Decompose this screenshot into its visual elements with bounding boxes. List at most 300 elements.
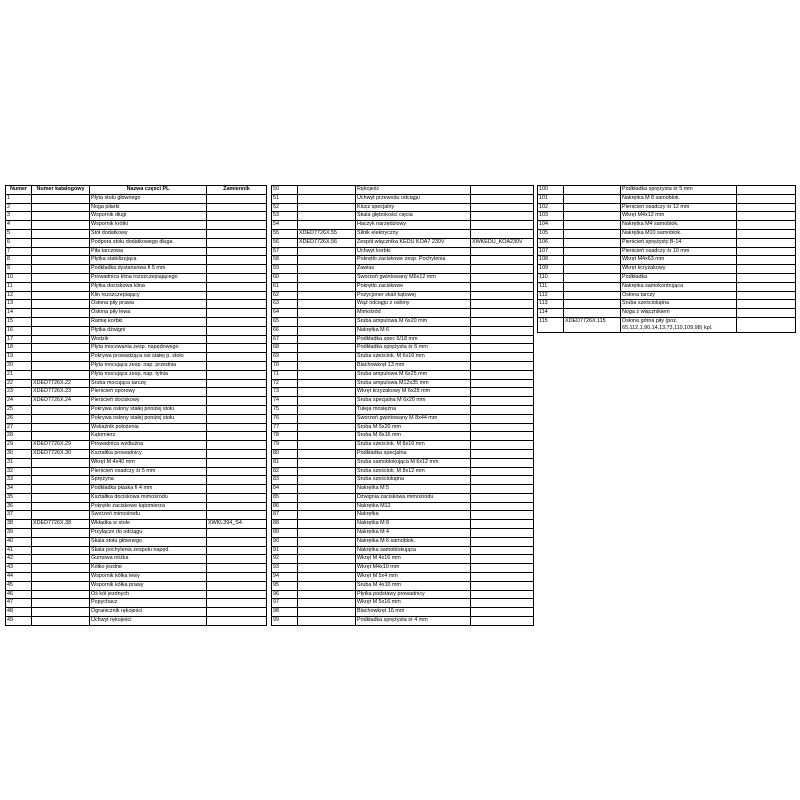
cell-replacement xyxy=(207,265,267,274)
cell-part-name: Osłona tarczy xyxy=(621,291,737,300)
cell-part-name: Płytka dźwigni xyxy=(90,326,207,335)
cell-catalog-number xyxy=(298,405,356,414)
cell-replacement xyxy=(471,388,534,397)
cell-replacement xyxy=(207,590,267,599)
cell-replacement xyxy=(207,449,267,458)
parts-table-left xyxy=(5,185,267,626)
cell-catalog-number xyxy=(298,423,356,432)
table-row xyxy=(6,529,267,538)
cell-replacement xyxy=(207,370,267,379)
cell-catalog-number xyxy=(298,502,356,511)
cell-part-name: Wkręt M4x63 mm xyxy=(621,256,737,265)
cell-replacement xyxy=(471,344,534,353)
cell-number: 34 xyxy=(6,485,32,494)
cell-catalog-number xyxy=(32,221,90,230)
cell-replacement xyxy=(471,414,534,423)
table-row xyxy=(6,511,267,520)
table-row xyxy=(272,511,534,520)
cell-number: 52 xyxy=(272,203,298,212)
table-row xyxy=(6,361,267,370)
cell-catalog-number xyxy=(32,546,90,555)
table-row xyxy=(272,353,534,362)
cell-number: 88 xyxy=(272,520,298,529)
cell-replacement xyxy=(471,555,534,564)
cell-catalog-number xyxy=(564,221,621,230)
cell-number: 82 xyxy=(272,467,298,476)
cell-part-name: Wkręt M 5x4 mm xyxy=(356,573,471,582)
cell-number: 91 xyxy=(272,546,298,555)
cell-number: 55 xyxy=(272,229,298,238)
cell-number: 58 xyxy=(272,256,298,265)
table-row xyxy=(272,493,534,502)
table-row xyxy=(272,414,534,423)
cell-part-name: Kątomierz xyxy=(90,432,207,441)
cell-part-name: Zespół włącznika KEDU KOA7 230V xyxy=(356,238,471,247)
cell-catalog-number xyxy=(298,291,356,300)
cell-number: 14 xyxy=(6,309,32,318)
table-row xyxy=(6,476,267,485)
cell-replacement xyxy=(207,379,267,388)
table-row xyxy=(6,458,267,467)
cell-replacement xyxy=(207,212,267,221)
table-row xyxy=(272,405,534,414)
cell-number: 3 xyxy=(6,212,32,221)
table-row xyxy=(6,520,267,529)
cell-catalog-number xyxy=(32,529,90,538)
table-row xyxy=(272,309,534,318)
cell-number: 15 xyxy=(6,317,32,326)
cell-number: 106 xyxy=(538,238,564,247)
table-row xyxy=(6,485,267,494)
cell-replacement xyxy=(207,247,267,256)
cell-number: 70 xyxy=(272,361,298,370)
cell-number: 24 xyxy=(6,397,32,406)
cell-catalog-number xyxy=(298,194,356,203)
cell-part-name: Nakrętka M10 samoblok. xyxy=(621,229,737,238)
cell-catalog-number xyxy=(564,273,621,282)
table-row xyxy=(6,564,267,573)
cell-catalog-number xyxy=(298,485,356,494)
cell-catalog-number xyxy=(564,247,621,256)
cell-number: 43 xyxy=(6,564,32,573)
cell-number: 20 xyxy=(6,361,32,370)
cell-number: 18 xyxy=(6,344,32,353)
cell-number: 96 xyxy=(272,590,298,599)
table-row xyxy=(6,414,267,423)
table-row xyxy=(272,617,534,626)
cell-replacement xyxy=(207,581,267,590)
cell-part-name: Podkładka sprężysta śr 5 mm xyxy=(621,186,737,195)
cell-number: 90 xyxy=(272,537,298,546)
cell-part-name: Wspornik długi xyxy=(90,212,207,221)
cell-number: 68 xyxy=(272,344,298,353)
cell-catalog-number xyxy=(298,212,356,221)
cell-catalog-number xyxy=(564,265,621,274)
cell-replacement xyxy=(207,432,267,441)
cell-part-name: Pokrętło zaciskowe xyxy=(356,282,471,291)
cell-catalog-number xyxy=(298,361,356,370)
cell-number: 40 xyxy=(6,537,32,546)
cell-number: 29 xyxy=(6,441,32,450)
cell-catalog-number xyxy=(298,511,356,520)
table-row xyxy=(272,388,534,397)
cell-replacement xyxy=(471,186,534,195)
table-row xyxy=(6,344,267,353)
table-row xyxy=(538,229,796,238)
parts-table-middle xyxy=(271,185,534,626)
cell-part-name: Noga z włącznikiem xyxy=(621,309,737,318)
table-body-left xyxy=(6,194,267,625)
cell-catalog-number xyxy=(298,397,356,406)
cell-catalog-number xyxy=(298,590,356,599)
cell-number: 77 xyxy=(272,423,298,432)
cell-replacement xyxy=(471,608,534,617)
cell-catalog-number xyxy=(32,555,90,564)
cell-replacement xyxy=(471,317,534,326)
cell-part-name: Prowadnica wzdłużna xyxy=(90,441,207,450)
cell-catalog-number xyxy=(32,608,90,617)
cell-number: 31 xyxy=(6,458,32,467)
table-row xyxy=(272,608,534,617)
cell-replacement xyxy=(207,282,267,291)
cell-replacement xyxy=(207,511,267,520)
cell-replacement xyxy=(471,221,534,230)
table-row xyxy=(272,537,534,546)
cell-part-name: Śruba mocująca tarczę xyxy=(90,379,207,388)
cell-catalog-number xyxy=(298,449,356,458)
cell-part-name: Wspornik kółka prawy xyxy=(90,581,207,590)
cell-replacement xyxy=(737,186,796,195)
cell-number: 26 xyxy=(6,414,32,423)
cell-catalog-number xyxy=(298,353,356,362)
cell-number: 105 xyxy=(538,229,564,238)
cell-replacement xyxy=(207,388,267,397)
table-row xyxy=(272,229,534,238)
cell-part-name: Ogranicznik rękojeści xyxy=(90,608,207,617)
cell-part-name: Haczyk narzędziowy xyxy=(356,221,471,230)
cell-replacement xyxy=(737,282,796,291)
cell-part-name: Płytka podstawy prowadnicy xyxy=(356,590,471,599)
cell-number: 98 xyxy=(272,608,298,617)
cell-replacement xyxy=(207,291,267,300)
cell-replacement xyxy=(207,361,267,370)
table-row xyxy=(6,432,267,441)
cell-number: 9 xyxy=(6,265,32,274)
table-row xyxy=(6,397,267,406)
cell-number: 45 xyxy=(6,581,32,590)
table-row xyxy=(272,256,534,265)
table-row xyxy=(272,555,534,564)
table-row xyxy=(272,317,534,326)
table-row xyxy=(272,221,534,230)
table-row xyxy=(6,291,267,300)
cell-number: 10 xyxy=(6,273,32,282)
table-row xyxy=(272,581,534,590)
cell-number: 93 xyxy=(272,564,298,573)
table-row xyxy=(272,449,534,458)
cell-part-name: Kształtka prowadnicy xyxy=(90,449,207,458)
table-row xyxy=(272,502,534,511)
cell-part-name: Śruba samoblokująca M 6x12 mm xyxy=(356,458,471,467)
cell-number: 109 xyxy=(538,265,564,274)
cell-replacement xyxy=(471,309,534,318)
cell-catalog-number: XDED7726X.55 xyxy=(298,229,356,238)
cell-replacement xyxy=(207,300,267,309)
cell-replacement xyxy=(471,441,534,450)
table-row xyxy=(6,370,267,379)
cell-part-name: Nakrętka samoblokująca xyxy=(356,546,471,555)
cell-replacement xyxy=(471,335,534,344)
cell-catalog-number xyxy=(32,458,90,467)
cell-catalog-number xyxy=(32,344,90,353)
cell-part-name: Śruba specjalna M 6x20 mm xyxy=(356,397,471,406)
cell-number: 22 xyxy=(6,379,32,388)
cell-part-name: Wkładka w stole xyxy=(90,520,207,529)
cell-number: 67 xyxy=(272,335,298,344)
cell-replacement xyxy=(207,353,267,362)
cell-replacement xyxy=(471,370,534,379)
parts-table-right xyxy=(537,185,796,333)
cell-replacement xyxy=(471,282,534,291)
table-row xyxy=(272,423,534,432)
cell-catalog-number xyxy=(298,414,356,423)
cell-number: 73 xyxy=(272,388,298,397)
table-row xyxy=(272,203,534,212)
cell-replacement xyxy=(207,608,267,617)
cell-part-name: Klucz specjalny xyxy=(356,203,471,212)
cell-part-name: Pokrętło zaciskowe zesp. Pochylenia xyxy=(356,256,471,265)
cell-number: 114 xyxy=(538,309,564,318)
cell-number: 80 xyxy=(272,449,298,458)
cell-number: 79 xyxy=(272,441,298,450)
cell-part-name: Nakrętka M 4 xyxy=(356,529,471,538)
cell-part-name: Nakrętka M 6 xyxy=(356,326,471,335)
table-row xyxy=(6,300,267,309)
cell-catalog-number xyxy=(32,229,90,238)
cell-replacement xyxy=(737,265,796,274)
cell-part-name: Uchwyt rękojeści xyxy=(90,617,207,626)
cell-catalog-number xyxy=(32,511,90,520)
cell-number: 8 xyxy=(6,256,32,265)
cell-replacement xyxy=(471,617,534,626)
cell-number: 51 xyxy=(272,194,298,203)
table-body-right xyxy=(538,186,796,333)
cell-catalog-number xyxy=(298,282,356,291)
cell-part-name: Pokrywa osłony stałej poniżej stołu xyxy=(90,414,207,423)
cell-number: 56 xyxy=(272,238,298,247)
cell-part-name: Przyłącze do odciągu xyxy=(90,529,207,538)
cell-part-name: Sworzeń gwintowany M 8x44 mm xyxy=(356,414,471,423)
cell-catalog-number xyxy=(564,238,621,247)
cell-part-name: Podkładka specjalna xyxy=(356,449,471,458)
cell-catalog-number xyxy=(298,476,356,485)
cell-catalog-number xyxy=(298,256,356,265)
cell-number: 89 xyxy=(272,529,298,538)
table-row xyxy=(6,335,267,344)
cell-replacement xyxy=(471,397,534,406)
cell-number: 75 xyxy=(272,405,298,414)
cell-number: 54 xyxy=(272,221,298,230)
cell-part-name: Zawias xyxy=(356,265,471,274)
cell-part-name: Sprężyna xyxy=(90,476,207,485)
cell-replacement xyxy=(207,573,267,582)
cell-number: 7 xyxy=(6,247,32,256)
cell-catalog-number xyxy=(32,326,90,335)
cell-replacement xyxy=(471,203,534,212)
cell-replacement xyxy=(207,529,267,538)
cell-replacement xyxy=(471,379,534,388)
table-body-middle xyxy=(272,186,534,626)
cell-replacement xyxy=(207,203,267,212)
cell-catalog-number xyxy=(32,335,90,344)
table-row xyxy=(6,599,267,608)
table-row xyxy=(6,590,267,599)
cell-part-name: Śruba M 5x20 mm xyxy=(356,423,471,432)
table-row xyxy=(272,186,534,195)
cell-replacement xyxy=(207,555,267,564)
cell-part-name: Pokrywa osłony stałej poniżej stołu xyxy=(90,405,207,414)
cell-replacement xyxy=(207,344,267,353)
table-row xyxy=(538,273,796,282)
table-row xyxy=(272,467,534,476)
cell-replacement xyxy=(207,537,267,546)
cell-replacement xyxy=(207,405,267,414)
cell-number: 103 xyxy=(538,212,564,221)
cell-replacement xyxy=(471,581,534,590)
cell-replacement xyxy=(207,238,267,247)
table-row xyxy=(538,221,796,230)
cell-catalog-number xyxy=(298,273,356,282)
cell-replacement xyxy=(471,273,534,282)
cell-number: 21 xyxy=(6,370,32,379)
cell-catalog-number: XDED7726X.23 xyxy=(32,388,90,397)
table-row xyxy=(272,379,534,388)
cell-part-name: Podpora stołu dodatkowego długa xyxy=(90,238,207,247)
cell-number: 59 xyxy=(272,265,298,274)
table-row xyxy=(272,361,534,370)
cell-replacement xyxy=(471,432,534,441)
table-row xyxy=(6,273,267,282)
cell-replacement xyxy=(207,617,267,626)
cell-catalog-number xyxy=(298,221,356,230)
cell-part-name: Wkręt M 4x16 mm xyxy=(356,555,471,564)
table-row xyxy=(6,388,267,397)
cell-catalog-number xyxy=(32,317,90,326)
cell-part-name: Blachowkręt 16 mm xyxy=(356,608,471,617)
cell-catalog-number xyxy=(298,326,356,335)
cell-replacement xyxy=(207,335,267,344)
table-row xyxy=(272,546,534,555)
cell-replacement xyxy=(737,238,796,247)
cell-catalog-number xyxy=(298,344,356,353)
cell-replacement xyxy=(471,423,534,432)
cell-part-name: Śruba M 8x16 mm xyxy=(356,432,471,441)
cell-part-name: Klin rozszczepiający xyxy=(90,291,207,300)
cell-number: 113 xyxy=(538,300,564,309)
cell-replacement xyxy=(207,194,267,203)
cell-catalog-number xyxy=(298,388,356,397)
cell-catalog-number xyxy=(32,590,90,599)
cell-catalog-number xyxy=(32,573,90,582)
table-row xyxy=(272,599,534,608)
cell-part-name: Gumowa nóżka xyxy=(90,555,207,564)
cell-catalog-number xyxy=(298,599,356,608)
cell-number: 74 xyxy=(272,397,298,406)
cell-number: 86 xyxy=(272,502,298,511)
cell-number: 92 xyxy=(272,555,298,564)
cell-part-name: Noga piłarki xyxy=(90,203,207,212)
cell-catalog-number xyxy=(564,229,621,238)
cell-catalog-number xyxy=(298,335,356,344)
table-row xyxy=(272,273,534,282)
cell-part-name: Silnik elektryczny xyxy=(356,229,471,238)
cell-catalog-number: XDED7726X.115 xyxy=(564,317,621,332)
cell-catalog-number xyxy=(564,186,621,195)
table-row xyxy=(6,221,267,230)
cell-part-name: Prowadnica klina rozszczepiającego xyxy=(90,273,207,282)
cell-number: 27 xyxy=(6,423,32,432)
cell-number: 85 xyxy=(272,493,298,502)
table-row xyxy=(6,229,267,238)
table-row xyxy=(6,282,267,291)
cell-number: 81 xyxy=(272,458,298,467)
cell-catalog-number xyxy=(298,247,356,256)
header-part-name: Nazwa części PL xyxy=(90,186,207,195)
cell-number: 84 xyxy=(272,485,298,494)
cell-part-name: Pierścień sprężysty B-14 xyxy=(621,238,737,247)
cell-replacement xyxy=(471,599,534,608)
cell-replacement xyxy=(207,493,267,502)
cell-number: 104 xyxy=(538,221,564,230)
cell-part-name: Kółko jezdne xyxy=(90,564,207,573)
cell-catalog-number: XDED7726X.29 xyxy=(32,441,90,450)
cell-replacement xyxy=(471,537,534,546)
cell-catalog-number xyxy=(32,203,90,212)
table-row xyxy=(538,317,796,332)
table-row xyxy=(538,265,796,274)
cell-part-name: Nakrętka samokontrująca xyxy=(621,282,737,291)
cell-catalog-number xyxy=(32,405,90,414)
cell-catalog-number xyxy=(298,617,356,626)
table-row xyxy=(272,458,534,467)
cell-replacement xyxy=(207,414,267,423)
cell-catalog-number xyxy=(298,186,356,195)
cell-catalog-number xyxy=(32,423,90,432)
cell-part-name: Uchwyt przewodu odciągu xyxy=(356,194,471,203)
cell-catalog-number xyxy=(32,212,90,221)
cell-number: 28 xyxy=(6,432,32,441)
cell-catalog-number xyxy=(298,370,356,379)
cell-replacement xyxy=(737,247,796,256)
cell-replacement xyxy=(471,590,534,599)
cell-number: 65 xyxy=(272,317,298,326)
cell-replacement xyxy=(737,300,796,309)
cell-number: 83 xyxy=(272,476,298,485)
table-row xyxy=(6,537,267,546)
cell-replacement xyxy=(737,291,796,300)
cell-catalog-number: XDED7726X.24 xyxy=(32,397,90,406)
table-row xyxy=(272,432,534,441)
table-row xyxy=(272,573,534,582)
cell-number: 111 xyxy=(538,282,564,291)
cell-replacement xyxy=(207,309,267,318)
table-row xyxy=(272,529,534,538)
cell-replacement xyxy=(207,485,267,494)
cell-catalog-number xyxy=(32,300,90,309)
cell-catalog-number xyxy=(298,300,356,309)
cell-replacement xyxy=(471,573,534,582)
cell-catalog-number xyxy=(32,273,90,282)
